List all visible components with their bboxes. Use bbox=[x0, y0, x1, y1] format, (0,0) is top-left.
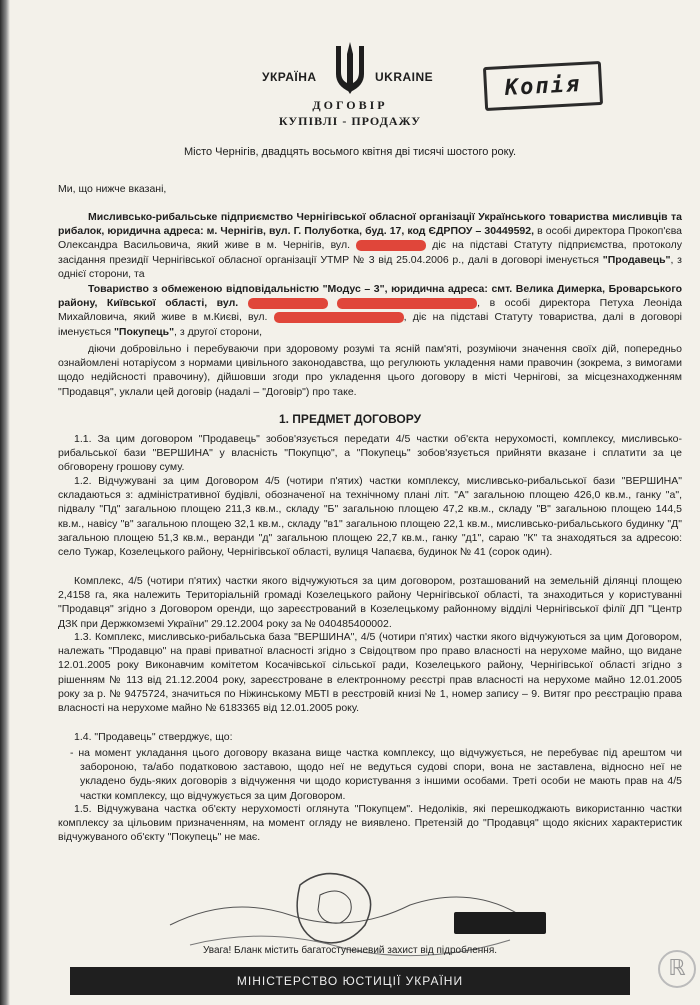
trident-icon bbox=[333, 40, 367, 96]
footer-band: МІНІСТЕРСТВО ЮСТИЦІЇ УКРАЇНИ bbox=[70, 967, 630, 995]
party1-text-a: в особі директора Прокоп'єва Олександра Васильовича, який живе в м. Чернігів, вул. bbox=[58, 225, 682, 252]
redaction bbox=[274, 312, 404, 323]
party2-name: Товариство з обмеженою відповідальністю "Модус – 3", юридична адреса: смт. Велика Димерка, Броварського району, Київської області, вул. bbox=[58, 283, 682, 310]
clause-1-3: 1.3. Комплекс, мисливсько-рибальська база "ВЕРШИНА", 4/5 (чотири п'ятих) частки якого відчужуються за цим Договором, належать "Продавцю" на праві приватної власності згідно з Свідоцтвом про право власності на нерухоме майно, що видане 12.01.2005 року Виконавчим комітетом Косачівської сільської ради, Козелецького району, Чернігівської області згідно з рішенням № 113 від 21.12.2004 року, зареєстроване в електронному реєстрі прав власності на нерухоме майно 12.01.2005 року за р. № 9475724, значиться по Ніжинському МБТІ в реєстровій книзі № 1, номер запису – 9. Витяг про реєстрацію права власності на нерухоме майно № 6183365 від 12.01.2005 року. bbox=[58, 631, 682, 715]
redaction bbox=[356, 240, 426, 251]
clause-1-1: 1.1. За цим договором "Продавець" зобов'язується передати 4/5 частки об'єкта нерухомості, комплексу, мисливсько-рибальської бази "ВЕРШИНА" у власність "Покупцю", а "Покупець" зобов'язується прийняти вказане і сплатити за це обговорену грошову суму. bbox=[58, 433, 682, 474]
party2-role: "Покупець" bbox=[113, 325, 175, 338]
party1-name: Мисливсько-рибальське підприємство Чернігівської обласної організації Українського товариства мисливців та рибалок, юридична адреса: м. Чернігів, вул. Г. Полуботка, буд. 17, код ЄДРПОУ – 30449592, bbox=[58, 211, 682, 238]
header-right-label: UKRAINE bbox=[375, 70, 434, 84]
intro-text: Ми, що нижче вказані, bbox=[58, 183, 167, 195]
clause-1-5: 1.5. Відчужувана частка об'єкту нерухомості оглянута "Покупцем". Недоліків, які перешкоджають використанню частки комплексу за цільовим призначенням, на момент огляду не виявлено. Претензій до "Продавця" щодо якісних характеристик відчужуваного об'єкту "Покупець" не має. bbox=[58, 803, 682, 844]
redaction bbox=[337, 298, 477, 309]
party2-text-a: , в особі директора Петуха Леоніда Михайловича, який живе в м.Києві, вул. bbox=[58, 297, 682, 324]
party1-text-b: діє на підставі Статуту підприємства, протоколу засідання президії Чернігівської обласної організації УТМР № 3 від 25.04.2006 р., далі в договорі іменується bbox=[58, 239, 683, 266]
redaction bbox=[248, 298, 328, 309]
clause-1-4-item-text: на момент укладання цього договору вказана вище частка комплексу, що відчужується, не перебуває під арештом чи забороною, та/або податковою заставою, щодо неї не ведуться судові спори, вона не заставлена, відносно неї не укладено будь-яких договорів з відчуження чи щодо користування з іншими особами. Треті особи не мають прав на 4/5 частки комплексу, що відчужується за цим Договором. bbox=[78, 747, 682, 802]
party2-text-c: , з другої сторони, bbox=[174, 325, 263, 338]
bullet: - bbox=[70, 747, 79, 759]
clause-1-2: 1.2. Відчужувані за цим Договором 4/5 (чотири п'ятих) частки комплексу, мисливсько-рибальської бази "ВЕРШИНА" складаються з: адміністративної будівлі, обозначеної на технічному плані літ. "А" загальною площею 426,0 кв.м., ганку "а", підвалу "Пд" загальною площею 211,3 кв.м., складу "Б" загальною площею 47,2 кв.м., складу "В" загальною площею 144,5 кв.м., навісу "в" загальною площею 32,1 кв.м., складу "в1" загальною площею 22,1 кв.м., мисливсько-рибальського будинку "Д" загальною площею 51,3 кв.м., веранди "д" загальною площею 22,7 кв.м., ганку "д1", сараю "К" та знаходяться за адресою: село Тужар, Козелецького району, Чернігівської області, вулиця Чапаєва, будинок № 41 (сорок один). bbox=[58, 475, 682, 559]
clause-1-2b: Комплекс, 4/5 (чотири п'ятих) частки якого відчужуються за цим договором, розташований на земельній ділянці площею 2,4158 га, яка належить Територіальній громаді Козелецького району Чернігівської області, та знаходиться у користуванні "Продавця" згідно з Договором оренди, що зареєстрований в Козелецькому районному відділі Чернігівської філії ДП "Центр ДЗК при Держкомземі України" 29.12.2004 року за № 040485400002. bbox=[58, 575, 682, 630]
serial-barcode bbox=[454, 912, 546, 934]
doc-subtitle: КУПІВЛІ - ПРОДАЖУ bbox=[278, 114, 422, 128]
preamble-paragraph: діючи добровільно і перебуваючи при здоровому розумі та ясній пам'яті, розуміючи значення своїх дій, попередньо ознайомлені нотаріусом з нормами цивільного законодавства, що регулюють укладення нами правочин (зокрема, з вимогами щодо недійсності правочину), дійшовши згоди про укладення цього договору в місті Чернігові, за місцезнаходженням "Продавця", уклали цей договір (надалі – "Договір") про таке. bbox=[58, 343, 682, 398]
party1-text-c: , з однієї сторони, та bbox=[58, 253, 682, 280]
watermark-icon: ℝ bbox=[658, 950, 696, 988]
copy-stamp: Копія bbox=[483, 61, 603, 111]
footer-note: Увага! Бланк містить багатоступеневий захист від підроблення. bbox=[202, 945, 498, 956]
party2-paragraph bbox=[58, 282, 682, 339]
party2-text-b: , діє на підставі Статуту товариства, далі в договорі іменується bbox=[58, 311, 682, 338]
party1-paragraph bbox=[58, 210, 682, 281]
city-date: Місто Чернігів, двадцять восьмого квітня дві тисячі шостого року. bbox=[183, 146, 517, 158]
clause-1-4-head: 1.4. "Продавець" стверджує, що: bbox=[74, 731, 233, 743]
party1-role: "Продавець" bbox=[602, 253, 671, 266]
section-heading: 1. ПРЕДМЕТ ДОГОВОРУ bbox=[278, 412, 422, 426]
doc-title: ДОГОВІР bbox=[312, 98, 388, 112]
header-left-label: УКРАЇНА bbox=[262, 70, 317, 84]
clause-1-4-item bbox=[70, 746, 682, 803]
